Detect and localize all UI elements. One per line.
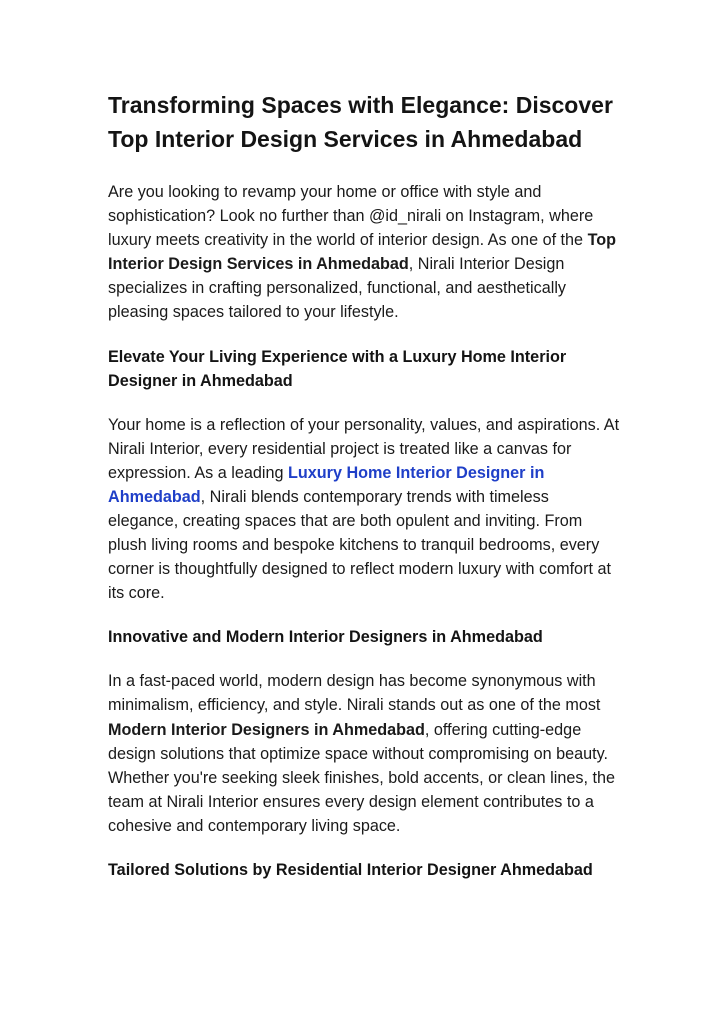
luxury-text-end: , Nirali blends contemporary trends with timeless elegance, creating spaces that are both opulent and inviting. From plush living rooms and bespoke kitchens to tranquil bedrooms, every corner is thoughtfully designed to reflect modern luxury with comfort at its core. <box>108 487 611 603</box>
section-heading-luxury: Elevate Your Living Experience with a Luxury Home Interior Designer in Ahmedabad <box>108 347 567 390</box>
section-heading-residential: Tailored Solutions by Residential Interior Designer Ahmedabad <box>108 860 593 879</box>
page-title: Transforming Spaces with Elegance: Discover Top Interior Design Services in Ahmedabad <box>108 92 613 152</box>
intro-text-end: , Nirali Interior Design specializes in crafting personalized, functional, and aesthetically pleasing spaces tailored to your lifestyle. <box>108 255 567 322</box>
modern-bold-phrase: Modern Interior Designers in Ahmedabad <box>108 720 425 739</box>
section-paragraph-luxury <box>108 413 620 606</box>
luxury-designer-link[interactable]: Luxury Home Interior Designer in Ahmedabad <box>108 463 545 506</box>
intro-paragraph <box>108 180 620 325</box>
section-paragraph-modern <box>108 669 620 838</box>
luxury-text-start: Your home is a reflection of your personality, values, and aspirations. At Nirali Interior, every residential project is treated like a canvas for expression. As a leading <box>108 415 620 482</box>
modern-text-start: In a fast-paced world, modern design has become synonymous with minimalism, efficiency, and style. Nirali stands out as one of the most <box>108 672 601 715</box>
intro-text-start: Are you looking to revamp your home or office with style and sophistication? Look no further than @id_nirali on Instagram, where luxury meets creativity in the world of interior design. As one of the <box>108 183 594 250</box>
intro-bold-phrase: Top Interior Design Services in Ahmedabad <box>108 231 617 274</box>
document-page <box>108 88 620 882</box>
modern-text-end: , offering cutting-edge design solutions that optimize space without compromising on beauty. Whether you're seeking sleek finishes, bold accents, or clean lines, the team at Nirali Interior ensures every design element contributes to a cohesive and contemporary living space. <box>108 720 615 835</box>
section-heading-modern: Innovative and Modern Interior Designers in Ahmedabad <box>108 628 543 647</box>
